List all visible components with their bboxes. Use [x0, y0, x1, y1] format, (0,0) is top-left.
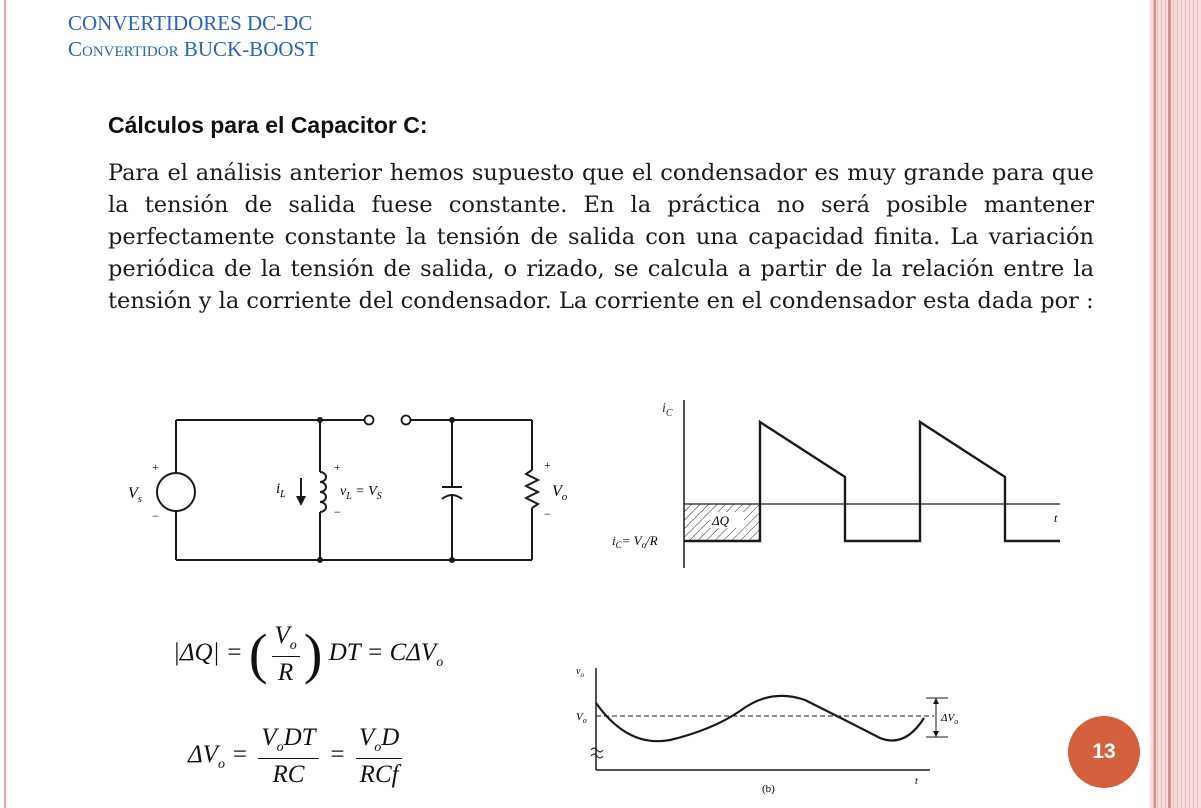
minus-sign: − — [334, 505, 341, 519]
fraction-denominator: RC — [272, 761, 305, 788]
axis-break-mark — [591, 748, 603, 752]
equals-sign: = — [328, 741, 346, 769]
eq2-lhs: $\Delta V_o$ — [188, 741, 225, 773]
band-edge-line — [1168, 0, 1171, 808]
body-paragraph: Para el análisis anterior hemos supuesto que el condensador es muy grande para que la tensión de salida fuese constante. En la práctica no será posible mantener perfectamente constante la tensión de salida con una capacidad finita. La variación periódica de la tensión de salida, o rizado, se calcula a partir de la relación entre la tensión y la corriente del condensador. La corriente en el condensador esta dada por : — [108, 160, 1094, 314]
t-label: t — [915, 776, 918, 787]
equation-ripple — [188, 724, 406, 789]
fraction-numerator: $V_oD$ — [356, 724, 402, 759]
plus-sign: + — [152, 460, 159, 474]
voltage-source-symbol — [157, 473, 195, 511]
buck-boost-circuit — [120, 400, 580, 580]
output-voltage-graph — [560, 660, 980, 800]
section-title: Cálculos para el Capacitor C: — [108, 112, 428, 138]
t-label: t — [1054, 511, 1058, 525]
slide-header — [68, 10, 318, 62]
ic-level-label: $i_C= V_o/R$ — [612, 533, 658, 550]
switch-terminal — [365, 416, 374, 425]
page-number-badge: 13 — [1068, 716, 1140, 788]
vs-label: $V_s$ — [128, 485, 143, 505]
vl-label: $v_L = V_S$ — [340, 484, 382, 502]
vo-label: $V_o$ — [552, 483, 568, 503]
plus-sign: + — [544, 458, 551, 472]
inductor-symbol — [320, 472, 326, 512]
arrow-head — [933, 698, 939, 704]
fraction — [272, 622, 300, 687]
graph-caption: (b) — [762, 783, 775, 795]
fraction-numerator: $V_o$ — [272, 622, 300, 657]
junction-dot — [317, 417, 323, 423]
eq1-rhs: DT = $C\Delta V_o$ — [328, 639, 444, 671]
left-border-line — [4, 0, 6, 808]
eq1-lhs: |ΔQ| = — [173, 639, 243, 667]
open-paren: ( — [248, 623, 268, 686]
equation-charge — [173, 622, 443, 687]
ripple-label: $\Delta V_o$ — [941, 712, 959, 726]
fraction-denominator: R — [278, 659, 294, 686]
equals-sign: = — [231, 741, 249, 769]
ripple-waveform — [596, 696, 924, 741]
il-label: $i_L$ — [276, 481, 286, 500]
fraction — [258, 724, 318, 789]
vo-level-label: $V_o$ — [576, 711, 587, 725]
header-line-1: CONVERTIDORES DC-DC — [68, 11, 313, 35]
junction-dot — [317, 557, 323, 563]
switch-terminal — [402, 416, 411, 425]
band-edge-line — [1154, 0, 1156, 808]
junction-dot — [449, 557, 455, 563]
delta-q-label: ΔQ — [712, 513, 730, 528]
close-paren: ) — [303, 623, 323, 686]
arrow-head — [296, 496, 306, 506]
right-decorative-band — [1150, 0, 1201, 808]
junction-dot — [449, 417, 455, 423]
minus-sign: − — [544, 507, 551, 521]
capacitor-current-graph — [600, 392, 1070, 572]
minus-sign: − — [152, 509, 159, 523]
ic-axis-label: $i_C$ — [662, 401, 673, 419]
vo-axis-label: $v_o$ — [576, 666, 584, 679]
fraction-denominator: RCf — [359, 761, 399, 788]
axis-break-mark — [591, 754, 603, 758]
arrow-head — [933, 731, 939, 737]
resistor-symbol — [526, 470, 538, 508]
plus-sign: + — [334, 460, 341, 474]
fraction-numerator: $V_oDT$ — [258, 724, 318, 759]
fraction — [356, 724, 402, 789]
header-line-2: Convertidor BUCK-BOOST — [68, 37, 319, 61]
